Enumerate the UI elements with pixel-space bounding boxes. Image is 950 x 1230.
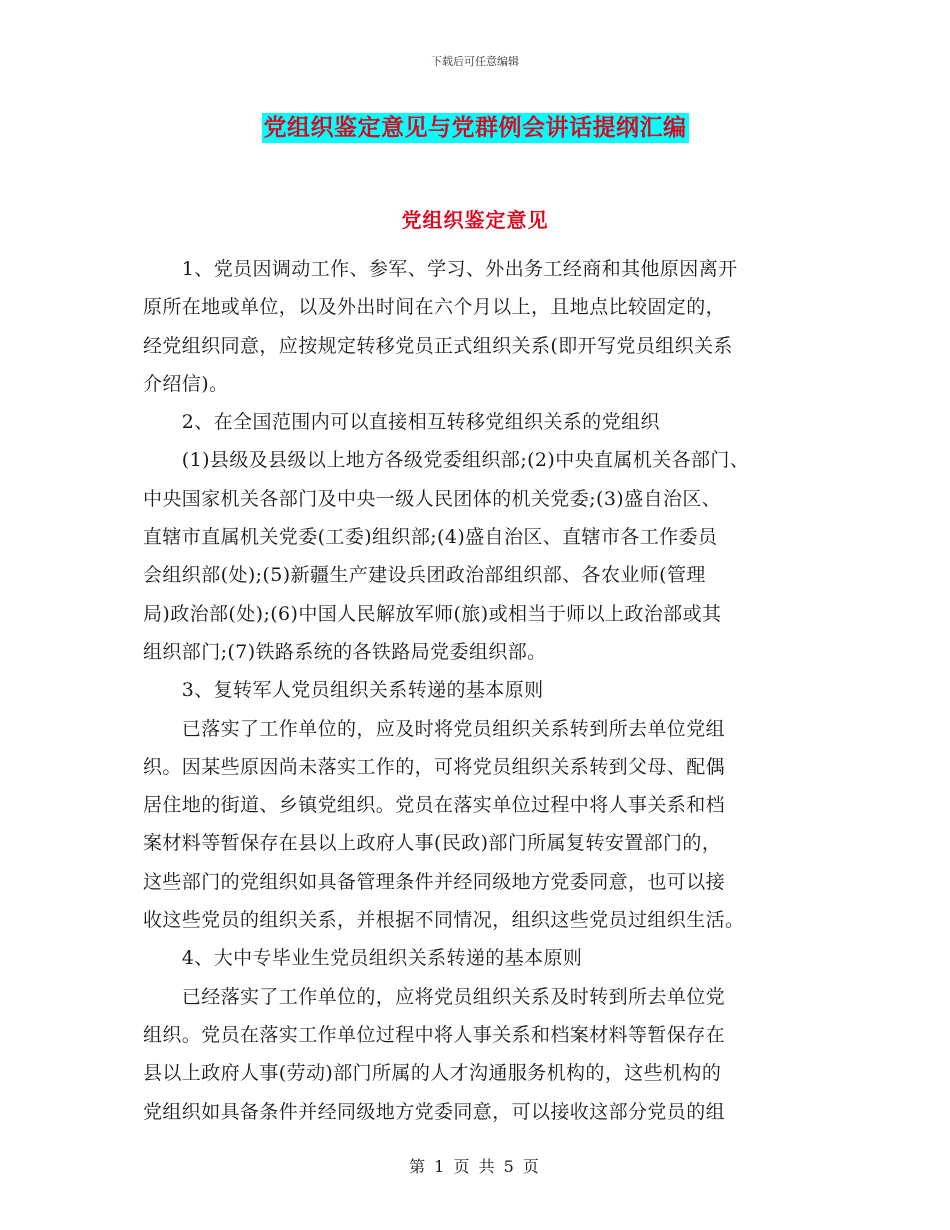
header-note: 下载后可任意编辑 [431, 55, 519, 68]
text-line: 案材料等暂保存在县以上政府人事(民政)部门所属复转安置部门的， [143, 832, 722, 855]
text-line: 介绍信)。 [143, 372, 229, 395]
text-line: 这些部门的党组织如具备管理条件并经同级地方党委同意，也可以接 [143, 870, 726, 893]
text-line: 已落实了工作单位的，应及时将党员组织关系转到所去单位党组 [143, 717, 726, 740]
text-line: 织。因某些原因尚未落实工作的，可将党员组织关系转到父母、配偶 [143, 755, 726, 778]
text-line: 4、大中专毕业生党员组织关系转递的基本原则 [143, 947, 583, 970]
text-line: 3、复转军人党员组织关系转递的基本原则 [143, 679, 544, 702]
text-line: 会组织部(处);(5)新疆生产建设兵团政治部组织部、各农业师(管理 [143, 564, 706, 587]
section-title: 党组织鉴定意见 [401, 208, 549, 232]
text-line: (1)县级及县级以上地方各级党委组织部;(2)中央直属机关各部门、 [143, 449, 750, 472]
text-line: 县以上政府人事(劳动)部门所属的人才沟通服务机构的，这些机构的 [143, 1062, 722, 1085]
text-line: 直辖市直属机关党委(工委)组织部;(4)盛自治区、直辖市各工作委员 [143, 526, 718, 549]
text-line: 经党组织同意，应按规定转移党员正式组织关系(即开写党员组织关系 [143, 334, 733, 357]
text-line: 已经落实了工作单位的，应将党员组织关系及时转到所去单位党 [143, 985, 726, 1008]
text-line: 组织部门;(7)铁路系统的各铁路局党委组织部。 [143, 640, 547, 663]
text-line: 2、在全国范围内可以直接相互转移党组织关系的党组织 [143, 411, 660, 434]
body-text [143, 250, 823, 1131]
document-title-text: 党组织鉴定意见与党群例会讲话提纲汇编 [263, 114, 687, 141]
document-title [0, 113, 950, 143]
text-line: 1、党员因调动工作、参军、学习、外出务工经商和其他原因离开 [143, 258, 738, 280]
text-line: 局)政治部(处);(6)中国人民解放军师(旅)或相当于师以上政治部或其 [143, 602, 722, 625]
text-line: 收这些党员的组织关系，并根据不同情况，组织这些党员过组织生活。 [143, 909, 745, 932]
page-footer: 第 1 页 共 5 页 [409, 1157, 541, 1176]
text-line: 中央国家机关各部门及中央一级人民团体的机关党委;(3)盛自治区、 [143, 487, 722, 510]
text-line: 组织。党员在落实工作单位过程中将人事关系和档案材料等暂保存在 [143, 1023, 726, 1046]
text-line: 原所在地或单位，以及外出时间在六个月以上，且地点比较固定的， [143, 296, 726, 319]
text-line: 党组织如具备条件并经同级地方党委同意，可以接收这部分党员的组 [143, 1100, 726, 1123]
text-line: 居住地的街道、乡镇党组织。党员在落实单位过程中将人事关系和档 [143, 794, 726, 817]
